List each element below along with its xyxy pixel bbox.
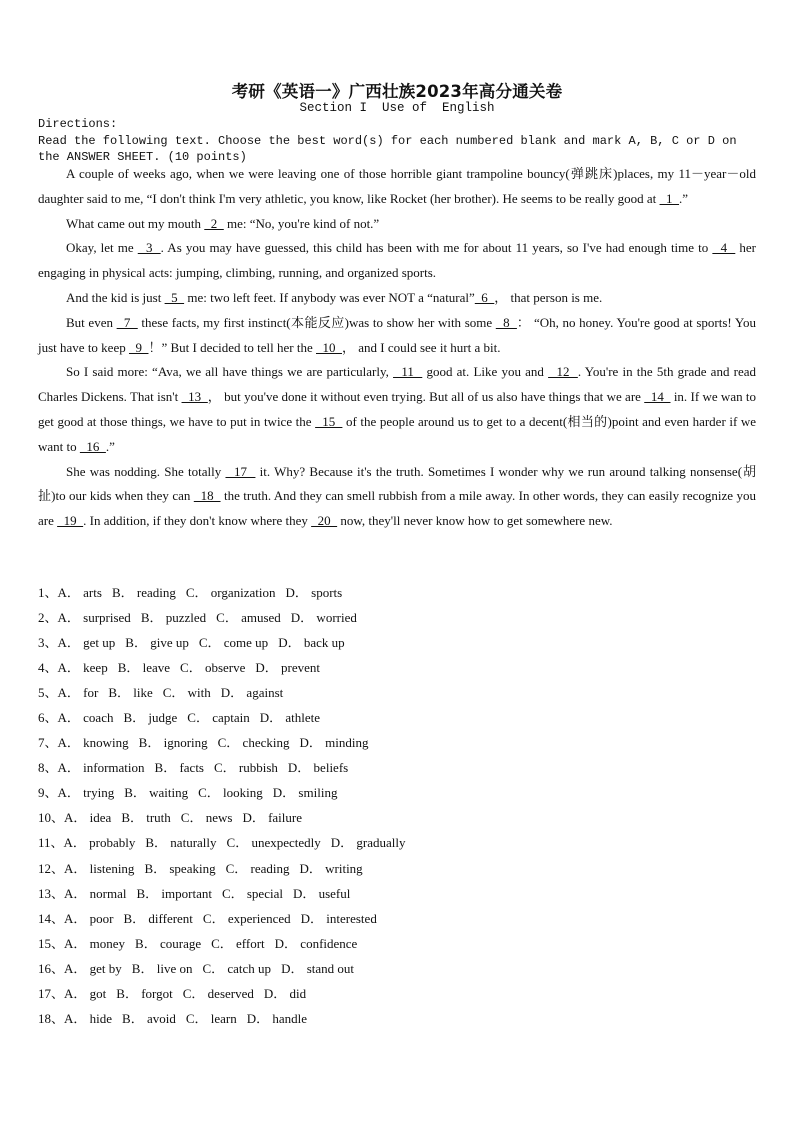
blank-13: 13 bbox=[181, 389, 208, 405]
answer-option-a[interactable]: A． get by bbox=[64, 960, 122, 976]
passage-paragraph bbox=[38, 460, 756, 534]
question-item bbox=[38, 580, 638, 605]
answer-option-c[interactable]: C． with bbox=[162, 685, 211, 701]
blank-16: 16 bbox=[79, 438, 106, 454]
answer-option-a[interactable]: A． probably bbox=[63, 835, 136, 851]
question-number: 2、 bbox=[38, 610, 58, 626]
passage-text: . You're in the 5th grade and read Charles Dickens. That isn't bbox=[38, 364, 757, 405]
passage-text: these facts, my first instinct(本能反应)was to show her with some bbox=[137, 314, 496, 330]
passage-text: . As you may have guessed, this child has been with me for about 11 years, so I've had enough time to bbox=[160, 240, 713, 256]
blank-2: 2 bbox=[204, 215, 224, 231]
answer-option-c[interactable]: C． catch up bbox=[202, 960, 272, 976]
answer-option-b[interactable]: B． leave bbox=[117, 660, 171, 676]
answer-option-d[interactable]: D． sports bbox=[285, 585, 343, 600]
answer-option-b[interactable]: B． reading bbox=[111, 585, 176, 600]
answer-option-c[interactable]: C． reading bbox=[225, 860, 290, 876]
passage-text: . In addition, if they don't know where they bbox=[83, 513, 312, 529]
answer-option-a[interactable]: A． trying bbox=[57, 785, 115, 801]
answer-option-a[interactable]: A． keep bbox=[57, 660, 108, 676]
passage-text: her engaging in physical acts: jumping, climbing, running, and organized sports. bbox=[38, 240, 756, 281]
answer-option-d[interactable]: D． beliefs bbox=[287, 760, 349, 776]
passage-paragraph bbox=[38, 162, 756, 212]
passage-text: She was nodding. She totally bbox=[66, 463, 226, 479]
answer-option-d[interactable]: D． minding bbox=[299, 735, 369, 751]
passage-paragraph bbox=[38, 236, 756, 286]
passage-text: .” bbox=[105, 438, 115, 454]
answer-option-d[interactable]: D． prevent bbox=[255, 660, 321, 676]
blank-3: 3 bbox=[137, 240, 161, 256]
answer-option-c[interactable]: C． experienced bbox=[202, 910, 291, 926]
question-item bbox=[38, 931, 638, 956]
answer-option-d[interactable]: D． worried bbox=[290, 610, 357, 626]
question-item bbox=[38, 705, 638, 730]
question-number: 4、 bbox=[38, 660, 58, 676]
question-number: 12、 bbox=[38, 860, 65, 876]
answer-option-b[interactable]: B． important bbox=[136, 885, 212, 901]
passage-text: now, they'll never know how to get somewhere new. bbox=[337, 513, 613, 529]
passage-text: me: “No, you're kind of not.” bbox=[223, 215, 380, 231]
blank-8: 8 bbox=[495, 314, 517, 330]
answer-option-c[interactable]: C． amused bbox=[216, 610, 281, 626]
question-number: 17、 bbox=[38, 985, 65, 1001]
blank-1: 1 bbox=[659, 190, 680, 206]
question-item bbox=[38, 805, 638, 830]
passage-paragraph bbox=[38, 360, 756, 459]
question-number: 11、 bbox=[38, 835, 64, 851]
answer-option-b[interactable]: B． facts bbox=[154, 760, 204, 776]
blank-12: 12 bbox=[548, 364, 578, 380]
answer-option-b[interactable]: B． give up bbox=[125, 635, 189, 651]
passage-text: So I said more: “Ava, we all have things we are particularly, bbox=[66, 364, 394, 380]
answer-option-b[interactable]: B． judge bbox=[123, 710, 178, 726]
question-item bbox=[38, 906, 638, 931]
passage-text: ， that person is me. bbox=[494, 289, 603, 305]
blank-20: 20 bbox=[311, 513, 338, 529]
question-number: 8、 bbox=[38, 760, 58, 776]
passage-text: ， but you've done it without even trying. But all of us also have things that we are bbox=[207, 389, 645, 405]
passage-text: A couple of weeks ago, when we were leaving one of those horrible giant trampoline bouncy(弹跳床)places, my 11－year－old daughter said to me, “I don't think I'm very athletic, you know, like Rocket (her brother). He seems to be really good at bbox=[38, 166, 756, 206]
answer-option-d[interactable]: D． gradually bbox=[330, 835, 406, 851]
question-number: 10、 bbox=[38, 810, 65, 826]
question-number: 13、 bbox=[38, 885, 65, 901]
passage-text: the truth. And they can smell rubbish from a mile away. In other words, they can easily recognize you are bbox=[38, 488, 756, 529]
section-heading: Section I Use of English bbox=[299, 101, 495, 115]
passage-text: .” bbox=[679, 190, 689, 206]
answer-option-b[interactable]: B． naturally bbox=[145, 835, 217, 851]
question-number: 14、 bbox=[38, 910, 65, 926]
answer-option-a[interactable]: A． coach bbox=[57, 710, 114, 726]
answer-option-d[interactable]: D． back up bbox=[278, 635, 345, 651]
answer-option-d[interactable]: D． smiling bbox=[272, 785, 338, 801]
passage-paragraph bbox=[38, 286, 756, 311]
passage-text: Okay, let me bbox=[66, 240, 138, 256]
answer-option-a[interactable]: A． information bbox=[57, 760, 145, 776]
answer-option-b[interactable]: B． speaking bbox=[144, 860, 216, 876]
answer-option-a[interactable]: A． hide bbox=[64, 1010, 113, 1026]
question-list bbox=[38, 580, 638, 1031]
blank-15: 15 bbox=[315, 413, 343, 429]
question-number: 15、 bbox=[38, 935, 65, 951]
question-number: 6、 bbox=[38, 710, 58, 726]
blank-17: 17 bbox=[225, 463, 256, 479]
blank-11: 11 bbox=[393, 364, 423, 380]
passage-text: of the people around us to get to a decent(相当的)point and even harder if we want to bbox=[38, 413, 757, 454]
answer-option-b[interactable]: B． different bbox=[123, 910, 193, 926]
question-number: 5、 bbox=[38, 685, 58, 701]
answer-option-c[interactable]: C． looking bbox=[198, 785, 263, 801]
passage-text: ！” But I decided to tell her the bbox=[148, 339, 316, 355]
passage-text: But even bbox=[66, 314, 117, 330]
answer-option-a[interactable]: A． get up bbox=[57, 635, 116, 651]
blank-4: 4 bbox=[712, 240, 736, 256]
passage-text: What came out my mouth bbox=[66, 215, 205, 231]
answer-option-c[interactable]: C． come up bbox=[198, 635, 269, 651]
question-item bbox=[38, 630, 638, 655]
answer-option-d[interactable]: D． did bbox=[263, 985, 307, 1001]
answer-option-c[interactable]: C． effort bbox=[211, 935, 265, 951]
question-item bbox=[38, 655, 638, 680]
answer-option-b[interactable]: B． like bbox=[108, 685, 153, 701]
question-number: 1、 bbox=[38, 585, 58, 600]
answer-option-a[interactable]: A． arts bbox=[57, 585, 102, 600]
answer-option-d[interactable]: D． handle bbox=[246, 1010, 308, 1026]
answer-option-c[interactable]: C． unexpectedly bbox=[226, 835, 321, 851]
answer-option-b[interactable]: B． waiting bbox=[124, 785, 189, 801]
answer-option-d[interactable]: D． useful bbox=[292, 885, 351, 901]
question-item bbox=[38, 1006, 638, 1031]
answer-option-b[interactable]: B． truth bbox=[121, 810, 171, 826]
answer-option-d[interactable]: D． athlete bbox=[259, 710, 321, 726]
answer-option-a[interactable]: A． surprised bbox=[57, 610, 131, 626]
answer-option-b[interactable]: B． live on bbox=[131, 960, 193, 976]
answer-option-a[interactable]: A． normal bbox=[64, 885, 127, 901]
directions-heading: Directions: bbox=[38, 117, 118, 131]
question-number: 18、 bbox=[38, 1010, 65, 1026]
answer-option-a[interactable]: A． knowing bbox=[57, 735, 129, 751]
question-item bbox=[38, 830, 638, 855]
answer-option-a[interactable]: A． listening bbox=[64, 860, 135, 876]
blank-5: 5 bbox=[164, 289, 185, 305]
question-number: 3、 bbox=[38, 635, 58, 651]
answer-option-b[interactable]: B． forgot bbox=[116, 985, 173, 1001]
question-item bbox=[38, 981, 638, 1006]
answer-option-a[interactable]: A． idea bbox=[64, 810, 112, 826]
question-number: 7、 bbox=[38, 735, 58, 751]
blank-19: 19 bbox=[57, 513, 84, 529]
passage-text: ： “Oh, no honey. You're good at sports! You just have to keep bbox=[38, 314, 757, 355]
question-item bbox=[38, 755, 638, 780]
answer-option-b[interactable]: B． ignoring bbox=[138, 735, 208, 751]
blank-10: 10 bbox=[316, 339, 342, 355]
question-item bbox=[38, 680, 638, 705]
blank-6: 6 bbox=[474, 289, 495, 305]
answer-option-a[interactable]: A． got bbox=[64, 985, 107, 1001]
question-item bbox=[38, 856, 638, 881]
question-item bbox=[38, 881, 638, 906]
answer-option-c[interactable]: C． rubbish bbox=[214, 760, 278, 776]
passage-text: me: two left feet. If anybody was ever NOT a “natural” bbox=[184, 289, 475, 305]
answer-option-b[interactable]: B． courage bbox=[135, 935, 202, 951]
answer-option-a[interactable]: A． for bbox=[57, 685, 99, 701]
answer-option-c[interactable]: C． learn bbox=[185, 1010, 237, 1026]
answer-option-c[interactable]: C． checking bbox=[217, 735, 290, 751]
answer-option-d[interactable]: D． interested bbox=[300, 910, 377, 926]
blank-14: 14 bbox=[644, 389, 671, 405]
directions-text: Read the following text. Choose the best word(s) for each numbered blank and mark A, B, C or D on the ANSWER SHEET. (10 points) bbox=[38, 134, 737, 164]
answer-option-d[interactable]: D． confidence bbox=[274, 935, 358, 951]
passage-text: ， and I could see it hurt a bit. bbox=[342, 339, 501, 355]
passage-text: And the kid is just bbox=[66, 289, 165, 305]
answer-option-b[interactable]: B． puzzled bbox=[140, 610, 207, 626]
answer-option-c[interactable]: C． captain bbox=[187, 710, 250, 726]
blank-9: 9 bbox=[128, 339, 149, 355]
answer-option-a[interactable]: A． poor bbox=[64, 910, 114, 926]
question-number: 16、 bbox=[38, 960, 65, 976]
answer-option-a[interactable]: A． money bbox=[64, 935, 126, 951]
question-item bbox=[38, 730, 638, 755]
page-title: 考研《英语一》广西壮族2023年高分通关卷 bbox=[231, 82, 563, 101]
passage-text: good at. Like you and bbox=[422, 364, 549, 380]
answer-option-d[interactable]: D． writing bbox=[299, 860, 363, 876]
question-item bbox=[38, 956, 638, 981]
answer-option-d[interactable]: D． failure bbox=[242, 810, 302, 826]
answer-option-c[interactable]: C． deserved bbox=[182, 985, 254, 1001]
cloze-passage bbox=[38, 162, 756, 534]
answer-option-c[interactable]: C． news bbox=[180, 810, 233, 826]
question-number: 9、 bbox=[38, 785, 58, 801]
passage-paragraph bbox=[38, 212, 756, 237]
answer-option-c[interactable]: C． special bbox=[221, 885, 283, 901]
answer-option-d[interactable]: D． against bbox=[220, 685, 284, 701]
answer-option-d[interactable]: D． stand out bbox=[281, 960, 355, 976]
passage-text: in. If we wan to get good at those things, we have to put in twice the bbox=[38, 389, 757, 429]
answer-option-c[interactable]: C． observe bbox=[180, 660, 246, 676]
question-item bbox=[38, 605, 638, 630]
passage-text: it. Why? Because it's the truth. Sometimes I wonder why we run around talking nonsense(胡扯)to our kids when they can bbox=[38, 463, 757, 504]
passage-paragraph bbox=[38, 311, 756, 361]
answer-option-b[interactable]: B． avoid bbox=[122, 1010, 176, 1026]
question-item bbox=[38, 780, 638, 805]
answer-option-c[interactable]: C． organization bbox=[185, 585, 276, 600]
blank-7: 7 bbox=[116, 314, 138, 330]
blank-18: 18 bbox=[193, 488, 221, 504]
